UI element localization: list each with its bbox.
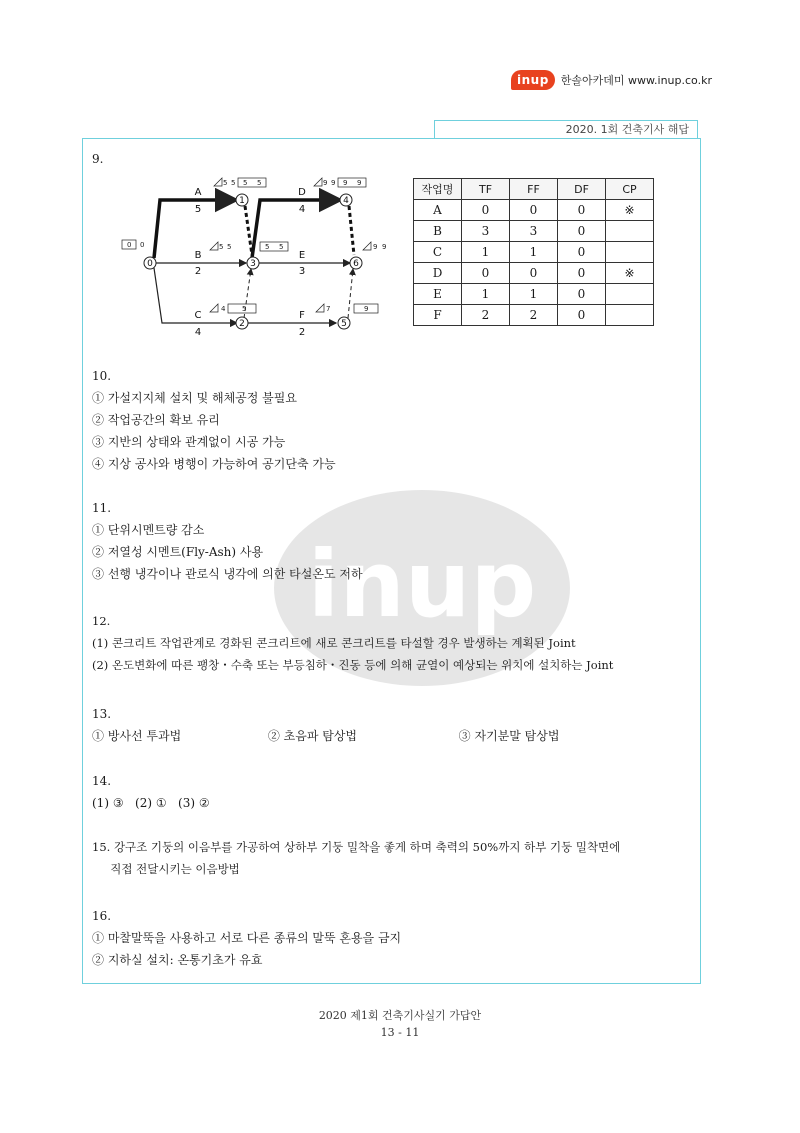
network-diagram <box>110 168 400 340</box>
node-0: 0 <box>147 259 153 269</box>
question-number: 9. <box>92 152 104 166</box>
table-header-row <box>414 179 654 200</box>
question-9 <box>92 148 103 170</box>
table-cell <box>606 242 654 263</box>
answer-line: ② 저열성 시멘트(Fly-Ash) 사용 <box>92 545 264 559</box>
n3-box-b: 5 <box>279 243 284 251</box>
table-cell: 0 <box>558 284 606 305</box>
table-cell: F <box>414 305 462 326</box>
footer-title: 2020 제1회 건축기사실기 가답안 <box>318 1009 482 1022</box>
answer-item: ② 초음파 탐상법 <box>267 729 358 743</box>
question-14 <box>92 770 210 814</box>
table-cell: D <box>414 263 462 284</box>
question-12 <box>92 610 613 676</box>
table-row <box>414 221 654 242</box>
n1-box-b: 5 <box>257 179 262 187</box>
n3-box-a: 5 <box>265 243 270 251</box>
question-10 <box>92 365 336 475</box>
node-1: 1 <box>239 196 245 206</box>
col-header: 작업명 <box>414 179 462 200</box>
table-cell: 1 <box>462 284 510 305</box>
node-6: 6 <box>353 259 359 269</box>
col-header: FF <box>510 179 558 200</box>
dummy-4-6 <box>349 206 354 255</box>
n1-lft: 5 <box>231 179 236 187</box>
question-13 <box>92 703 559 747</box>
question-number: 13. <box>92 707 112 721</box>
brand-text: 한솔아카데미 www.inup.co.kr <box>560 74 712 87</box>
answer-item: ③ 자기분말 탐상법 <box>458 729 560 743</box>
table-cell: 2 <box>510 305 558 326</box>
activity-a-duration: 5 <box>194 204 202 215</box>
brand-header <box>511 70 712 90</box>
activity-b-duration: 2 <box>194 266 202 277</box>
activity-d-duration: 4 <box>298 204 306 215</box>
activity-d-label: D <box>298 187 306 198</box>
n4-box-b: 9 <box>357 179 362 187</box>
node-4: 4 <box>343 196 349 206</box>
table-row <box>414 305 654 326</box>
question-16 <box>92 905 401 971</box>
n4-est: 9 <box>323 179 328 187</box>
table-cell: C <box>414 242 462 263</box>
answer-line: (2) 온도변화에 따른 팽창・수축 또는 부등침하・진동 등에 의해 균열이 예상되는 위치에 설치하는 Joint <box>92 658 614 672</box>
table-cell: 0 <box>462 200 510 221</box>
table-cell: B <box>414 221 462 242</box>
node-3: 3 <box>250 259 256 269</box>
table-cell <box>606 305 654 326</box>
answer-line: ③ 지반의 상태와 관계없이 시공 가능 <box>92 435 286 449</box>
brand-logo: inup <box>511 70 555 90</box>
n2-est: 4 <box>221 305 226 313</box>
table-cell: 0 <box>558 263 606 284</box>
float-table <box>413 178 654 326</box>
table-cell: ※ <box>606 263 654 284</box>
n3-est: 5 <box>219 243 224 251</box>
answer-line: 15. 강구조 기둥의 이음부를 가공하여 상하부 기둥 밀착을 좋게 하며 축력의 50%까지 하부 기둥 밀착면에 <box>92 840 621 854</box>
activity-e-label: E <box>298 250 306 261</box>
table-row <box>414 242 654 263</box>
answer-line: ③ 선행 냉각이나 관로식 냉각에 의한 타설온도 저하 <box>92 567 363 581</box>
activity-a-label: A <box>194 187 202 198</box>
answer-line: 직접 전달시키는 이음방법 <box>92 862 240 876</box>
answer-line: ① 가설지지체 설치 및 해체공정 불필요 <box>92 391 297 405</box>
question-11 <box>92 497 363 585</box>
table-cell: E <box>414 284 462 305</box>
node-5: 5 <box>341 319 347 329</box>
table-cell: 0 <box>558 200 606 221</box>
answer-line: ② 작업공간의 확보 유리 <box>92 413 220 427</box>
table-cell: 3 <box>462 221 510 242</box>
answer-line: ④ 지상 공사와 병행이 가능하여 공기단축 가능 <box>92 457 336 471</box>
n1-box-a: 5 <box>243 179 248 187</box>
table-cell: A <box>414 200 462 221</box>
n5-lft: 9 <box>364 305 369 313</box>
answer-line: ① 단위시멘트량 감소 <box>92 523 205 537</box>
answer-line: (1) ③ (2) ① (3) ② <box>92 796 210 810</box>
activity-b-label: B <box>194 250 202 261</box>
page-header-title: 2020. 1회 건축기사 해답 <box>434 120 698 138</box>
col-header: CP <box>606 179 654 200</box>
question-number: 10. <box>92 369 112 383</box>
n0-lft: 0 <box>140 241 145 249</box>
answer-line <box>92 725 559 747</box>
table-cell: 0 <box>510 200 558 221</box>
table-cell: 1 <box>510 284 558 305</box>
table-row <box>414 263 654 284</box>
n6-est: 9 <box>373 243 378 251</box>
question-number: 12. <box>92 614 111 628</box>
n0-est: 0 <box>127 241 132 249</box>
n4-lft: 9 <box>331 179 336 187</box>
question-number: 14. <box>92 774 112 788</box>
table-cell: 2 <box>462 305 510 326</box>
activity-e-duration: 3 <box>298 266 306 277</box>
table-cell: ※ <box>606 200 654 221</box>
answer-line: (1) 콘크리트 작업관계로 경화된 콘크리트에 새로 콘크리트를 타설할 경우 발생하는 계획된 Joint <box>92 636 576 650</box>
table-cell: 0 <box>558 305 606 326</box>
table-cell: 1 <box>462 242 510 263</box>
dummy-1-3 <box>245 206 252 255</box>
watermark-text: inup <box>307 531 537 638</box>
question-number: 16. <box>92 909 112 923</box>
question-15 <box>92 836 620 880</box>
col-header: TF <box>462 179 510 200</box>
table-cell: 0 <box>462 263 510 284</box>
table-cell <box>606 221 654 242</box>
node-2: 2 <box>239 319 245 329</box>
n4-box-a: 9 <box>343 179 348 187</box>
activity-c-duration: 4 <box>194 327 202 338</box>
table-cell <box>606 284 654 305</box>
table-row <box>414 200 654 221</box>
table-cell: 0 <box>558 242 606 263</box>
n5-est: 7 <box>326 305 331 313</box>
dummy-5-6 <box>348 269 353 318</box>
n3-lft: 5 <box>227 243 232 251</box>
col-header: DF <box>558 179 606 200</box>
answer-item: ① 방사선 투과법 <box>92 729 182 743</box>
activity-c-label: C <box>194 310 202 321</box>
page-number: 13 - 11 <box>380 1026 420 1039</box>
table-row <box>414 284 654 305</box>
n6-lft: 9 <box>382 243 387 251</box>
n1-est: 5 <box>223 179 228 187</box>
answer-line: ② 지하실 설치: 온통기초가 유효 <box>92 953 263 967</box>
table-cell: 1 <box>510 242 558 263</box>
table-cell: 0 <box>558 221 606 242</box>
activity-f-duration: 2 <box>298 327 306 338</box>
table-cell: 3 <box>510 221 558 242</box>
activity-f-label: F <box>299 310 305 321</box>
answer-line: ① 마찰말뚝을 사용하고 서로 다른 종류의 말뚝 혼용을 금지 <box>92 931 402 945</box>
question-number: 11. <box>92 501 112 515</box>
table-cell: 0 <box>510 263 558 284</box>
n2-lft: 5 <box>242 305 247 313</box>
